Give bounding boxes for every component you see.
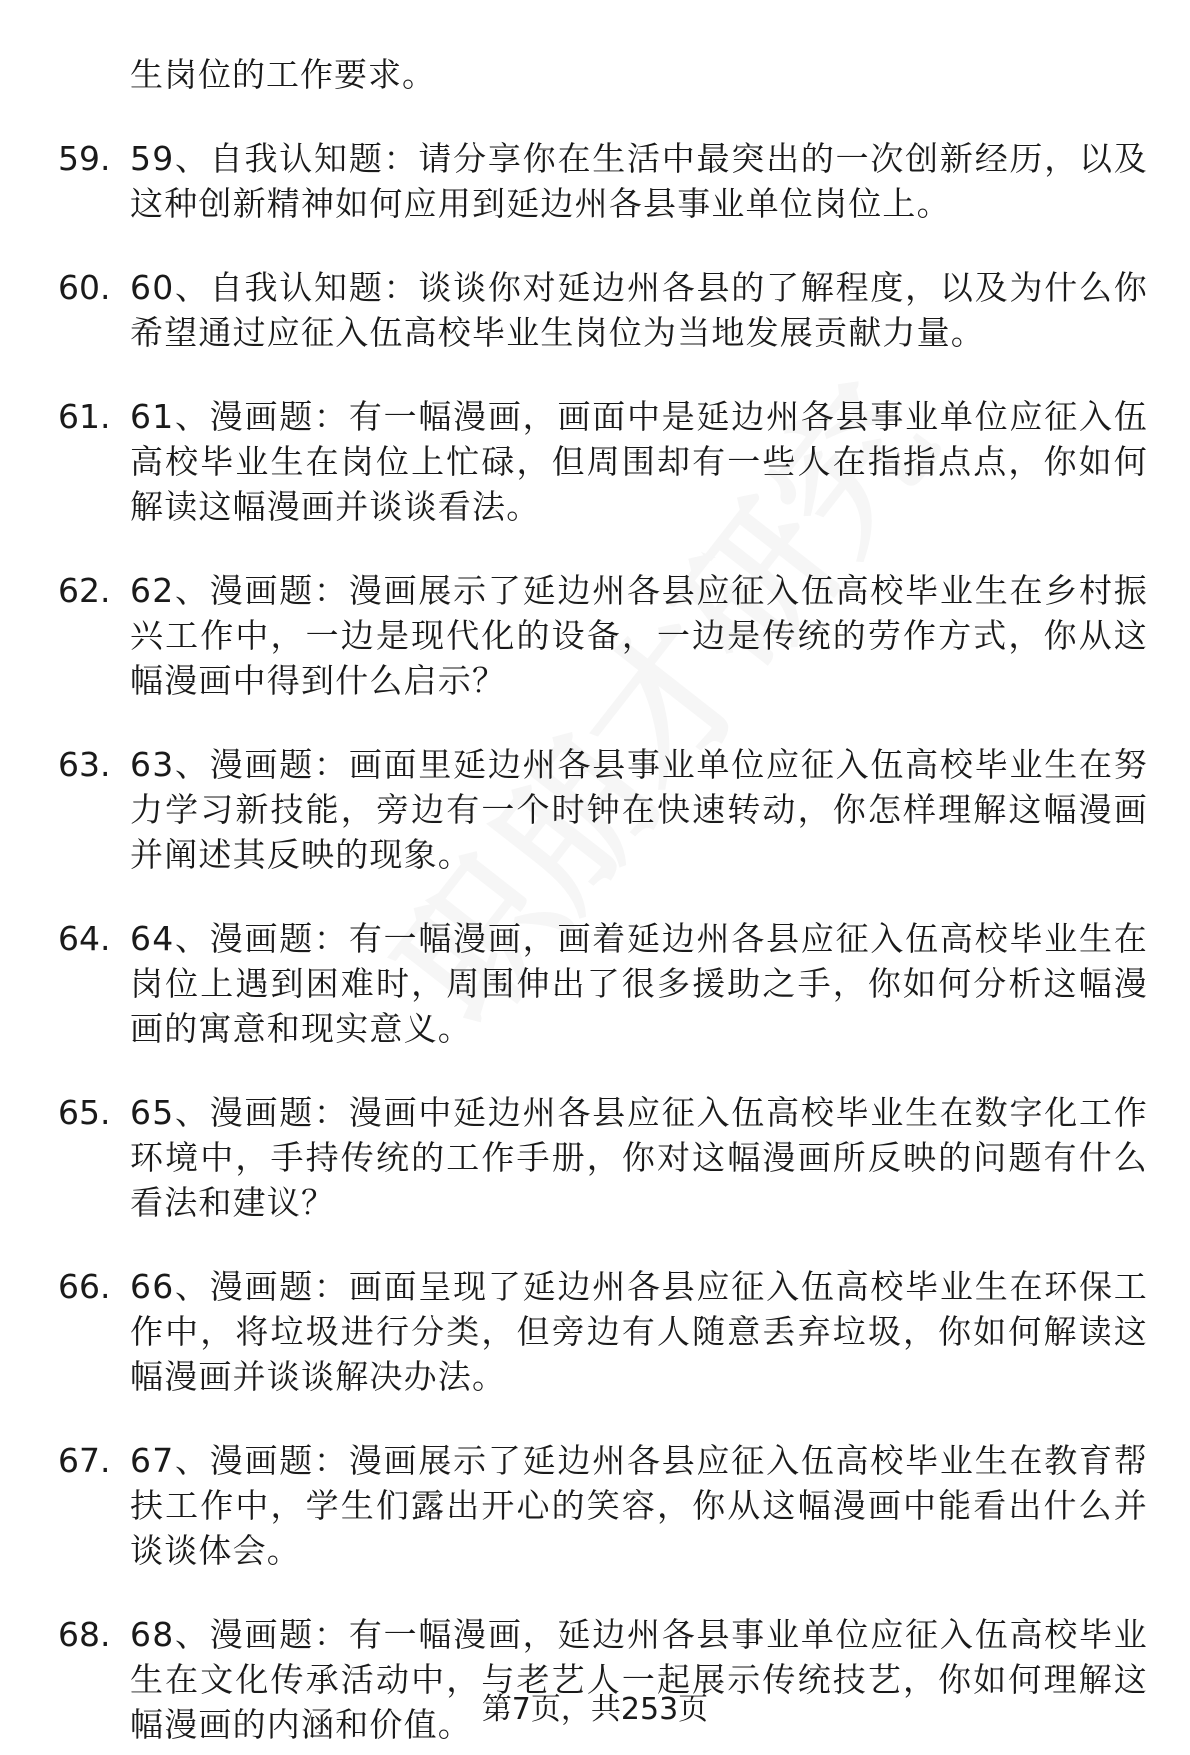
- item-text: 67、漫画题：漫画展示了延边州各县应征入伍高校毕业生在教育帮扶工作中，学生们露出开心的笑容，你从这幅漫画中能看出什么并谈谈体会。: [130, 1441, 1148, 1570]
- question-list: [58, 52, 1148, 1747]
- item-number: 66.: [58, 1267, 111, 1306]
- item-number: 67.: [58, 1441, 111, 1480]
- list-item: [58, 568, 1148, 703]
- item-number: 59.: [58, 139, 111, 178]
- list-item: [58, 1264, 1148, 1399]
- list-item: [58, 265, 1148, 355]
- item-number: 63.: [58, 745, 111, 784]
- continued-text: 生岗位的工作要求。: [130, 55, 436, 94]
- item-number: 61.: [58, 397, 111, 436]
- list-item: [58, 742, 1148, 877]
- item-text: 59、自我认知题：请分享你在生活中最突出的一次创新经历，以及这种创新精神如何应用到延边州各县事业单位岗位上。: [130, 139, 1148, 223]
- item-text: 66、漫画题：画面呈现了延边州各县应征入伍高校毕业生在环保工作中，将垃圾进行分类，但旁边有人随意丢弃垃圾，你如何解读这幅漫画并谈谈解决办法。: [130, 1267, 1148, 1396]
- item-number: 65.: [58, 1093, 111, 1132]
- item-number: 64.: [58, 919, 111, 958]
- list-item: [58, 136, 1148, 226]
- item-number: 62.: [58, 571, 111, 610]
- item-text: 63、漫画题：画面里延边州各县事业单位应征入伍高校毕业生在努力学习新技能，旁边有一个时钟在快速转动，你怎样理解这幅漫画并阐述其反映的现象。: [130, 745, 1148, 874]
- item-text: 60、自我认知题：谈谈你对延边州各县的了解程度，以及为什么你希望通过应征入伍高校毕业生岗位为当地发展贡献力量。: [130, 268, 1148, 352]
- list-item: [58, 916, 1148, 1051]
- page-number: 第7页，共253页: [481, 1692, 709, 1727]
- item-text: 61、漫画题：有一幅漫画，画面中是延边州各县事业单位应征入伍高校毕业生在岗位上忙碌，但周围却有一些人在指指点点，你如何解读这幅漫画并谈谈看法。: [130, 397, 1148, 526]
- item-text: 65、漫画题：漫画中延边州各县应征入伍高校毕业生在数字化工作环境中，手持传统的工作手册，你对这幅漫画所反映的问题有什么看法和建议？: [130, 1093, 1148, 1222]
- item-number: 68.: [58, 1615, 111, 1654]
- list-item: [58, 1438, 1148, 1573]
- item-number: 60.: [58, 268, 111, 307]
- list-item: [58, 1090, 1148, 1225]
- list-item: [58, 394, 1148, 529]
- item-text: 68、漫画题：有一幅漫画，延边州各县事业单位应征入伍高校毕业生在文化传承活动中，与老艺人一起展示传统技艺，你如何理解这幅漫画的内涵和价值。: [130, 1615, 1148, 1744]
- item-text: 64、漫画题：有一幅漫画，画着延边州各县应征入伍高校毕业生在岗位上遇到困难时，周围伸出了很多援助之手，你如何分析这幅漫画的寓意和现实意义。: [130, 919, 1148, 1048]
- item-text: 62、漫画题：漫画展示了延边州各县应征入伍高校毕业生在乡村振兴工作中，一边是现代化的设备，一边是传统的劳作方式，你从这幅漫画中得到什么启示？: [130, 571, 1148, 700]
